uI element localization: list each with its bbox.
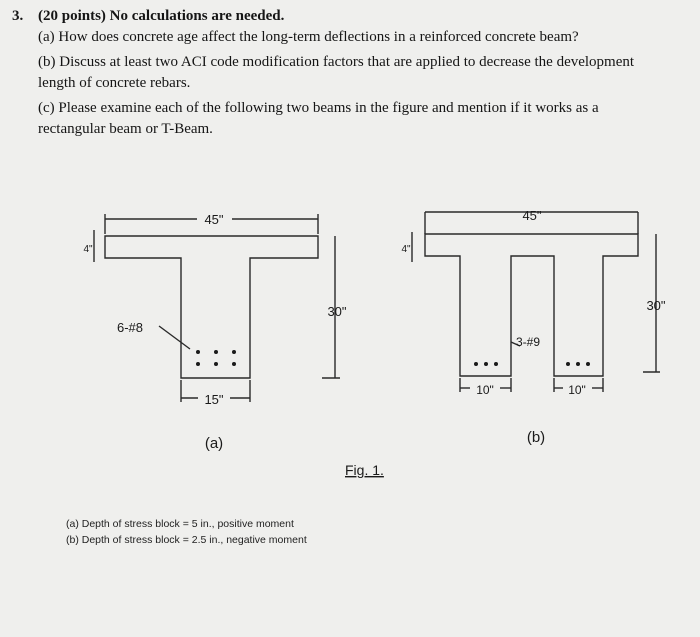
part-c: (c) Please examine each of the following two beams in the figure and mention if it works as a rectangular beam or T-Beam.	[38, 100, 599, 137]
beam-b-flange-width: 45"	[522, 208, 542, 223]
beam-b-rebar-label: 3-#9	[516, 335, 541, 349]
beam-b-rebars	[474, 362, 590, 366]
note-a: (a) Depth of stress block = 5 in., positive moment	[66, 518, 294, 530]
beam-a-rebar-label: 6-#8	[117, 320, 144, 335]
beam-a-web-width: 15"	[204, 392, 224, 407]
beam-b-depth: 30"	[646, 298, 666, 313]
question-title: (20 points) No calculations are needed.	[38, 8, 285, 24]
beam-a-rebars	[196, 350, 236, 366]
figure-label: Fig. 1.	[345, 462, 384, 478]
beam-a-depth: 30"	[327, 304, 347, 319]
part-a: (a) How does concrete age affect the long-term deflections in a reinforced concrete beam?	[38, 29, 579, 45]
note-b: (b) Depth of stress block = 2.5 in., negative moment	[66, 534, 307, 546]
beam-a-flange-thickness: 4"	[83, 244, 93, 255]
beam-a-flange-width: 45"	[204, 212, 224, 227]
beam-b-caption: (b)	[526, 429, 546, 446]
question-number: 3.	[12, 8, 24, 24]
beam-b-outline	[425, 234, 638, 376]
beam-a-outline	[105, 236, 318, 378]
beam-a-caption: (a)	[204, 435, 224, 452]
figure-notes	[66, 516, 307, 548]
beam-b-web-width-left: 10"	[476, 383, 494, 397]
beam-b-web-width-right: 10"	[568, 383, 586, 397]
part-b: (b) Discuss at least two ACI code modification factors that are applied to decrease the development length of concrete rebars.	[38, 54, 635, 91]
beam-b-flange-thickness: 4"	[401, 244, 411, 255]
